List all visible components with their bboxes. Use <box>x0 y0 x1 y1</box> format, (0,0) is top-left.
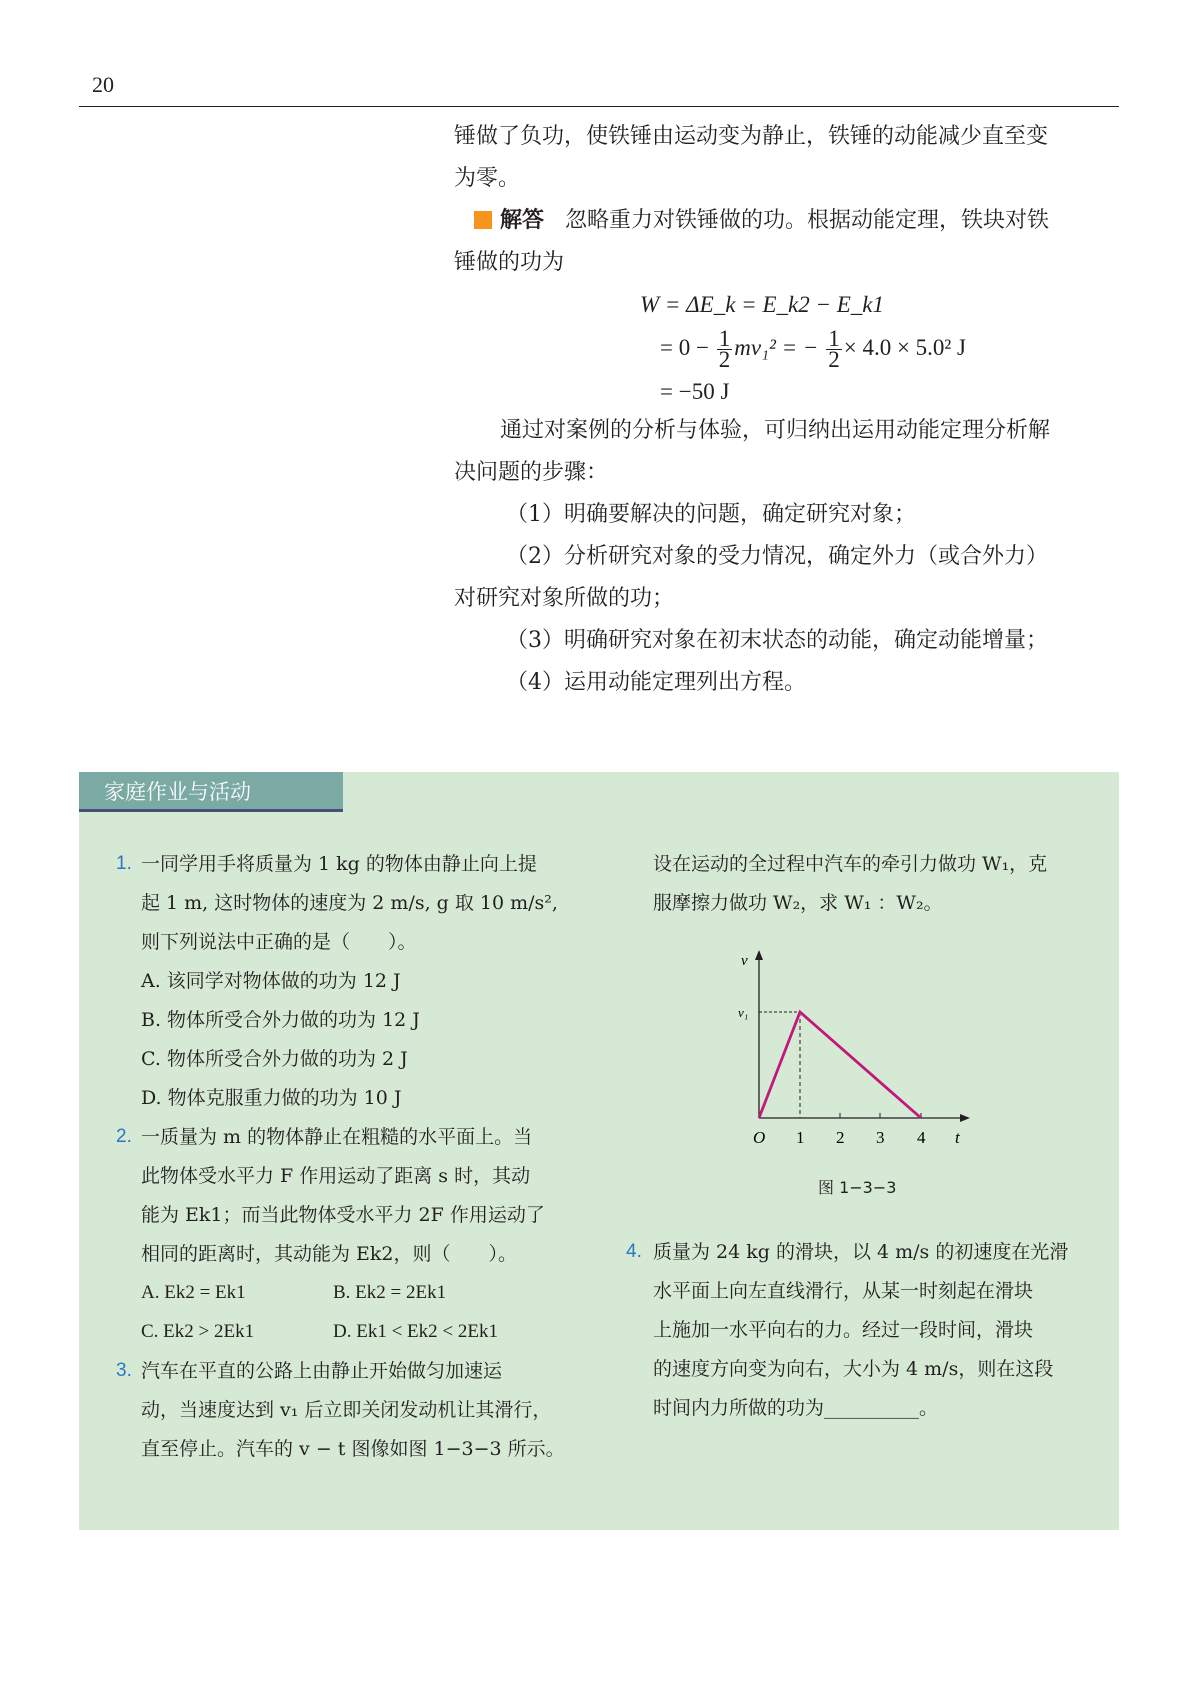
step-3: （3）明确研究对象在初末状态的动能，确定动能增量； <box>506 628 1048 653</box>
answer-label: 解答 <box>500 208 545 233</box>
step-2-cont: 对研究对象所做的功； <box>454 586 675 611</box>
vt-line <box>759 1012 921 1118</box>
page-number: 20 <box>92 72 114 97</box>
answer-text: 忽略重力对铁锤做的功。根据动能定理，铁块对铁 <box>565 208 1050 233</box>
q4-line: 质量为 24 kg 的滑块，以 4 m/s 的初速度在光滑 <box>653 1241 1069 1263</box>
q4-line: 上施加一水平向右的力。经过一段时间，滑块 <box>653 1319 1034 1341</box>
text-line: 锤做的功为 <box>454 250 565 275</box>
header-rule <box>79 106 1119 107</box>
frac-den: 2 <box>828 347 840 373</box>
answer-line <box>474 206 1049 236</box>
fraction <box>717 326 733 373</box>
text-line: 为零。 <box>454 166 521 191</box>
origin-label: O <box>753 1128 766 1147</box>
t-axis-arrow-icon <box>960 1114 970 1122</box>
q2-line: 相同的距离时，其动能为 Ek2，则（ ）。 <box>141 1243 518 1265</box>
q2-line: 能为 Ek1；而当此物体受水平力 2F 作用运动了 <box>141 1204 545 1226</box>
step-2: （2）分析研究对象的受力情况，确定外力（或合外力） <box>506 544 1048 569</box>
question-number: 2. <box>116 1126 132 1147</box>
eq-part: × 4.0 × 5.0² J <box>843 335 967 360</box>
q3-line: 直至停止。汽车的 v − t 图像如图 1−3−3 所示。 <box>141 1438 565 1460</box>
q2-option-a: A. Ek2 = Ek1 <box>141 1282 246 1303</box>
q1-option-c: C. 物体所受合外力做的功为 2 J <box>141 1048 408 1070</box>
q1-option-b: B. 物体所受合外力做的功为 12 J <box>141 1009 420 1031</box>
step-1: （1）明确要解决的问题，确定研究对象； <box>506 502 916 527</box>
eq-part: mv₁² = − <box>734 335 819 360</box>
step-4: （4）运用动能定理列出方程。 <box>506 670 806 695</box>
text-line: 通过对案例的分析与体验，可归纳出运用动能定理分析解 <box>500 418 1051 443</box>
text-line: 决问题的步骤： <box>454 460 609 485</box>
q2-line: 一质量为 m 的物体静止在粗糙的水平面上。当 <box>141 1126 533 1148</box>
q1-option-d: D. 物体克服重力做的功为 10 J <box>141 1087 402 1109</box>
frac-num: 1 <box>828 326 840 352</box>
q2-option-c: C. Ek2 > 2Ek1 <box>141 1321 255 1342</box>
tick-label: 1 <box>796 1128 805 1147</box>
q3-line: 服摩擦力做功 W₂，求 W₁ ：W₂。 <box>653 892 943 914</box>
q4-line: 水平面上向左直线滑行，从某一时刻起在滑块 <box>653 1280 1034 1302</box>
text-line: 锤做了负功，使铁锤由运动变为静止，铁锤的动能减少直至变 <box>454 124 1049 149</box>
q3-line: 设在运动的全过程中汽车的牵引力做功 W₁，克 <box>653 853 1048 875</box>
v1-label: v₁ <box>738 1005 749 1020</box>
q3-line: 汽车在平直的公路上由静止开始做匀加速运 <box>141 1360 503 1382</box>
question-number: 1. <box>116 853 132 874</box>
q2-option-d: D. Ek1 < Ek2 < 2Ek1 <box>333 1321 498 1342</box>
frac-den: 2 <box>718 347 731 373</box>
eq-part: = 0 − <box>660 335 709 360</box>
tick-label: 4 <box>917 1128 926 1147</box>
homework-title: 家庭作业与活动 <box>79 772 343 812</box>
question-number: 3. <box>116 1360 132 1381</box>
t-label: t <box>955 1128 960 1147</box>
q1-line: 起 1 m, 这时物体的速度为 2 m/s, g 取 10 m/s², <box>141 892 558 914</box>
equation-line-1: W = ΔE_k = E_k2 − E_k1 <box>640 292 884 317</box>
q4-line: 时间内力所做的功为__________。 <box>653 1397 939 1419</box>
orange-square-icon <box>474 211 492 229</box>
figure-caption: 图 1−3−3 <box>818 1178 897 1197</box>
v-axis-arrow-icon <box>755 950 763 960</box>
fraction <box>826 326 842 373</box>
q1-line: 则下列说法中正确的是（ ）。 <box>141 931 417 953</box>
equation-line-2 <box>660 326 967 373</box>
frac-num: 1 <box>718 326 731 352</box>
q2-option-b: B. Ek2 = 2Ek1 <box>333 1282 447 1303</box>
equation-line-3: = −50 J <box>660 379 730 404</box>
q4-line: 的速度方向变为向右，大小为 4 m/s，则在这段 <box>653 1358 1054 1380</box>
q1-line: 一同学用手将质量为 1 kg 的物体由静止向上提 <box>141 853 537 875</box>
tick-label: 2 <box>836 1128 845 1147</box>
vt-graph <box>700 940 990 1160</box>
v-label: v <box>741 953 748 969</box>
q2-line: 此物体受水平力 F 作用运动了距离 s 时，其动 <box>141 1165 531 1187</box>
tick-label: 3 <box>876 1128 885 1147</box>
q3-line: 动，当速度达到 v₁ 后立即关闭发动机让其滑行， <box>141 1399 552 1421</box>
question-number: 4. <box>626 1241 642 1262</box>
q1-option-a: A. 该同学对物体做的功为 12 J <box>141 970 401 992</box>
